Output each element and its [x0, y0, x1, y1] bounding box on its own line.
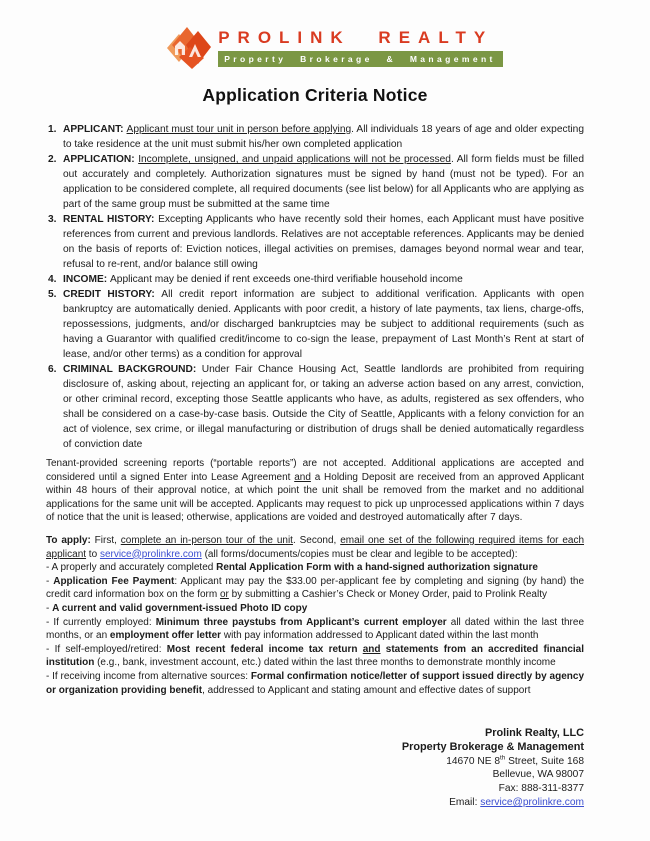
footer-contact-block: [46, 727, 584, 810]
item-number: 2.: [48, 154, 57, 165]
footer-division: Property Brokerage & Management: [401, 740, 584, 753]
criteria-list: [46, 122, 584, 452]
criteria-item: [46, 272, 584, 287]
criteria-item: [46, 362, 584, 452]
footer-fax: Fax: 888-311-8377: [498, 783, 584, 795]
letterhead: [46, 24, 584, 106]
criteria-item: [46, 122, 584, 152]
criteria-item: [46, 212, 584, 272]
brand-text-block: [218, 28, 503, 67]
footer-email-link[interactable]: service@prolinkre.com: [480, 797, 584, 809]
item-text: INCOME: Applicant may be denied if rent exceeds one-third verifiable household income: [63, 274, 463, 285]
prolink-logo-icon: [159, 24, 211, 70]
item-text: CRIMINAL BACKGROUND: Under Fair Chance Housing Act, Seattle landlords are prohibited from requiring disclosure of, asking about, rejecting an applicant for, or taking an adverse action based on any arrest, conviction, or other criminal record, excepting those Seattle applicants who have, as adults, registered as sex offenders, who shall be considered on a case-by-case basis. Outside the City of Seattle, Applicants with a felony conviction for an act of violence, sex crime, or illegal manufacturing or distribution of drugs shall be denied automatically regardless of conviction date: [63, 364, 585, 450]
brand-name: PROLINK REALTY: [218, 27, 494, 47]
item-text: CREDIT HISTORY: All credit report information are subject to additional verification. Applicants with open bankruptcy are automatically denied. Applicants with poor credit, a history of late payments, tax liens, charge-offs, repossessions, judgments, and/or discharged bankruptcies may be subject to additional requirements (such as having a Guarantor with qualified credit/income to co-sign the lease, prepayment of Last Month’s Rent at start of lease, and/or other terms) as a condition for approval: [63, 289, 584, 360]
footer-email-line: [46, 796, 584, 810]
brand-row: [62, 24, 600, 70]
required-item: - If receiving income from alternative sources: Formal confirmation notice/letter of support issued directly by agency or organization providing benefit, addressed to Applicant and stating amount and effective dates of support: [46, 670, 585, 696]
footer-city: Bellevue, WA 98007: [492, 769, 584, 781]
item-number: 6.: [48, 364, 57, 375]
criteria-item: [46, 152, 584, 212]
page-title: Application Criteria Notice: [202, 85, 428, 105]
footer-email-label: Email:: [449, 797, 481, 809]
item-number: 1.: [48, 124, 57, 135]
item-text: APPLICATION: Incomplete, unsigned, and unpaid applications will not be processed. All form fields must be filled out accurately and completely. Authorization signatures must be signed by hand (must not be typed). For an application to be considered complete, all required documents (see list below) for all Applicants who are applying as part of the same group must be submitted at the same time: [63, 154, 585, 210]
email-link[interactable]: service@prolinkre.com: [99, 548, 202, 560]
criteria-item: [46, 287, 584, 362]
item-text: RENTAL HISTORY: Excepting Applicants who have recently sold their homes, each Applicant must have positive references from current and previous landlords. Relatives are not acceptable references. Applicants may be denied on the basis of reports of: Eviction notices, illegal activities on premises, damages beyond normal wear and tear, refusal to re-rent, and/or balance still owing: [63, 214, 584, 270]
required-item: - Application Fee Payment: Applicant may pay the $33.00 per-applicant fee by completing and signing (by hand) the credit card information box on the form or by submitting a Cashier’s Check or Money Order, paid to Prolink Realty: [46, 575, 585, 601]
required-items-list: [46, 561, 584, 697]
how-to-apply-paragraph: To apply: First, complete an in-person tour of the unit. Second, email one set of the following required items for each applicant to service@prolinkre.com (all forms/documents/copies must be clear and legible to be accepted):: [46, 534, 585, 560]
footer-address: 14670 NE 8th Street, Suite 168: [446, 754, 584, 767]
footer-company: Prolink Realty, LLC: [484, 727, 584, 740]
item-text: APPLICANT: Applicant must tour unit in person before applying. All individuals 18 years of age and older expecting to take residence at the unit must submit his/her own completed application: [63, 124, 585, 150]
required-item: - If self-employed/retired: Most recent federal income tax return and statements from an accredited financial institution (e.g., bank, investment account, etc.) dated within the last three months to demonstrate monthly income: [46, 643, 585, 669]
item-number: 5.: [48, 289, 57, 300]
brand-tagline: Property Brokerage & Management: [218, 51, 503, 67]
item-number: 3.: [48, 214, 57, 225]
item-number: 4.: [48, 274, 57, 285]
required-item: - If currently employed: Minimum three paystubs from Applicant’s current employer all dated within the last three months, or an employment offer letter with pay information addressed to Applicant dated within the last month: [46, 616, 585, 642]
screening-policy-paragraph: Tenant-provided screening reports (“portable reports”) are not accepted. Additional applications are accepted and considered until a signed Enter into Lease Agreement and a Holding Deposit are received from an approved Applicant within 48 hours of their approval notice, at which point the unit shall be removed from the market and no additional applications for the same unit will be accepted. Applicants may request to pick up unprocessed applications within 7 days of notice that the unit is leased; otherwise, applications are voided and destroyed automatically after 7 days.: [46, 458, 585, 524]
required-item: - A current and valid government-issued Photo ID copy: [46, 602, 308, 614]
required-item: - A properly and accurately completed Rental Application Form with a hand-signed authorization signature: [46, 562, 538, 574]
